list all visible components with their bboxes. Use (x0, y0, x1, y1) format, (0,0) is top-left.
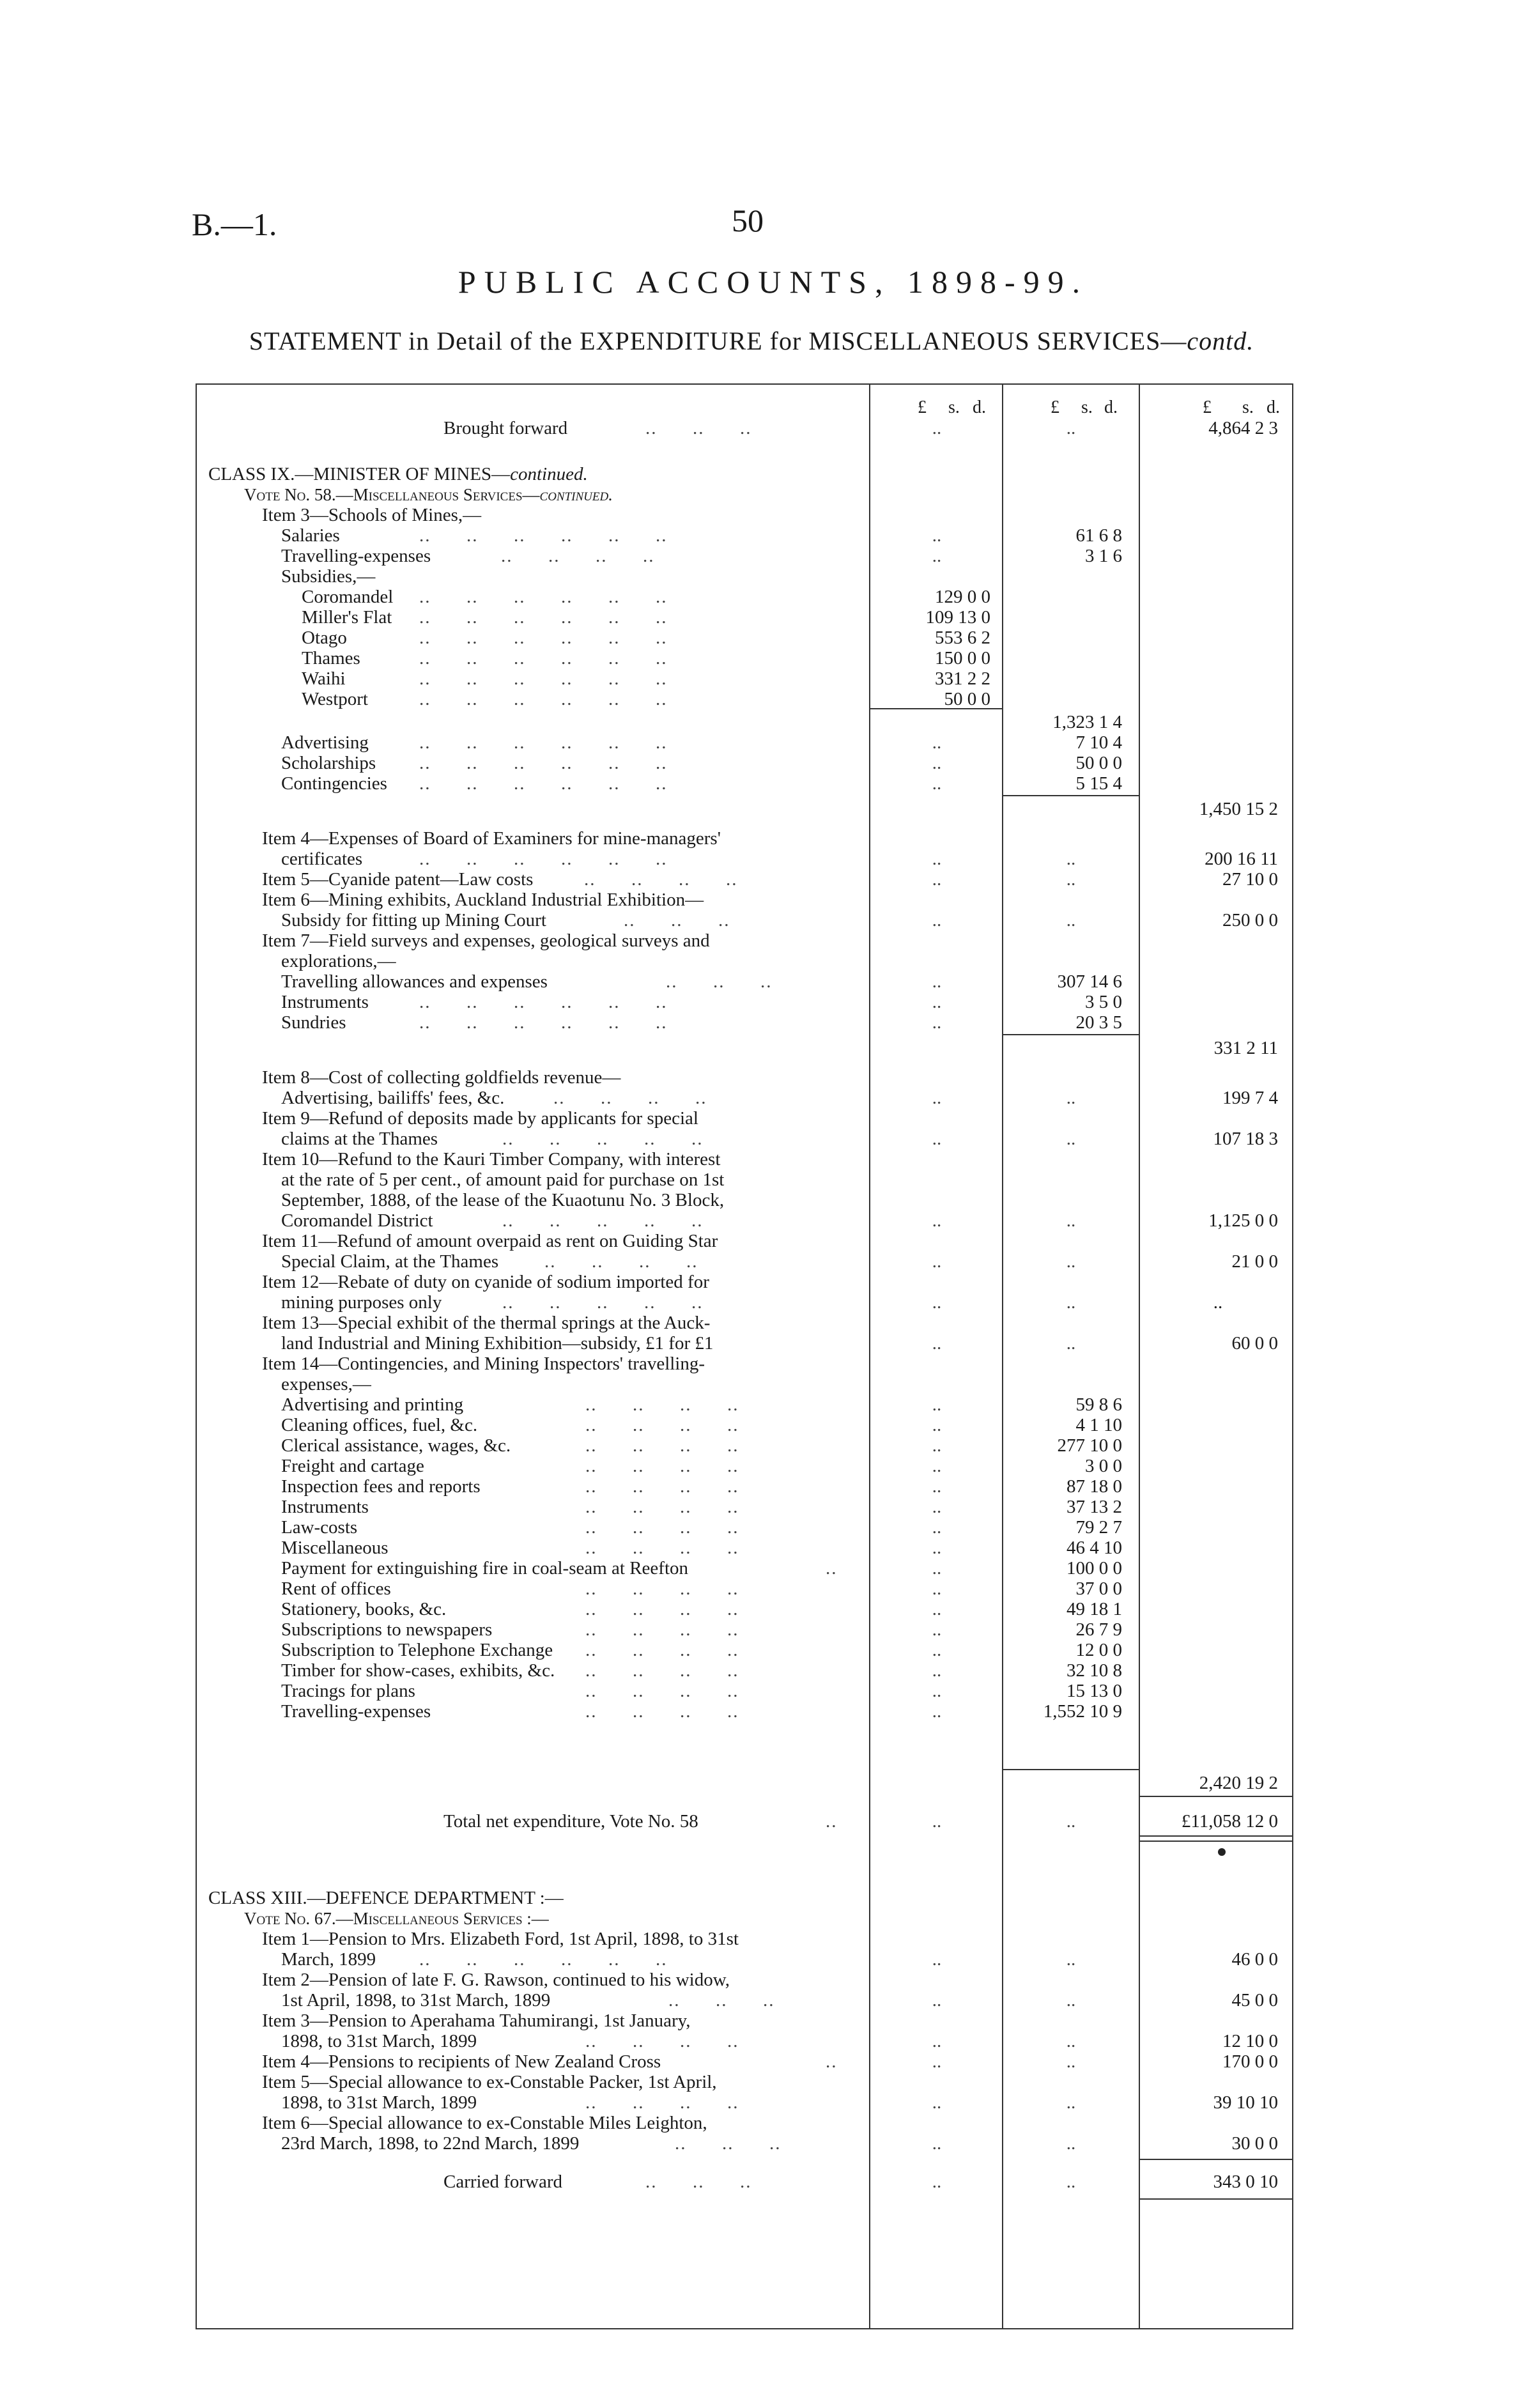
subtotal-rule (1002, 1769, 1139, 1770)
table-row: September, 1888, of the lease of the Kuaotunu No. 3 Block, (281, 1190, 725, 1210)
table-row: land Industrial and Mining Exhibition—subsidy, £1 for £1 .. .. 60 0 0 (281, 1333, 1278, 1354)
table-row: 1898, to 31st March, 1899 .. .. .. .. .. .. 12 10 0 (281, 2031, 1278, 2051)
subsidy-row: Waihi .. .. .. .. .. .. 331 2 2 (302, 668, 990, 689)
table-row: Item 10—Refund to the Kauri Timber Company, with interest (262, 1149, 721, 1169)
table-row: Item 5—Cyanide patent—Law costs .. .. .. .. .. .. 27 10 0 (262, 869, 1278, 890)
contingency-label: Tracings for plans (281, 1681, 415, 1701)
class-heading: CLASS IX.—MINISTER OF MINES—continued. (208, 464, 588, 484)
table-row: Item 2—Pension of late F. G. Rawson, continued to his widow, (262, 1970, 730, 1990)
contingency-amount: 12 0 0 (1075, 1640, 1122, 1660)
item7-total-row: 331 2 11 (1213, 1038, 1278, 1058)
contingency-amount: 15 13 0 (1067, 1681, 1122, 1701)
c3-pound: £ (1203, 397, 1212, 417)
contingency-row: Inspection fees and reports .. .. .. .. .. 87 18 0 (281, 1476, 1122, 1497)
contingency-label: Inspection fees and reports (281, 1476, 481, 1497)
subsidy-amount: 331 2 2 (935, 668, 990, 689)
c2-pound: £ (1051, 397, 1059, 417)
subtotal-rule (1002, 1034, 1139, 1035)
item-heading: Item 3—Schools of Mines,— (262, 505, 482, 525)
subsidy-amount: 150 0 0 (935, 648, 990, 668)
brought-forward-row: Brought forward .. .. .. .. .. 4,864 2 3 (443, 418, 1278, 438)
table-row: Item 1—Pension to Mrs. Elizabeth Ford, 1st April, 1898, to 31st (262, 1929, 739, 1949)
contingency-amount: 32 10 8 (1067, 1660, 1122, 1681)
contingency-row: Tracings for plans .. .. .. .. .. 15 13 0 (281, 1681, 1122, 1701)
contingency-label: Law-costs (281, 1517, 358, 1538)
contingency-amount: 49 18 1 (1067, 1599, 1122, 1619)
c1-pence: d. (973, 397, 986, 417)
contingency-label: Payment for extinguishing fire in coal-seam at Reefton (281, 1558, 689, 1578)
total-rule (1139, 2159, 1292, 2160)
contingency-row: Instruments .. .. .. .. .. 37 13 2 (281, 1497, 1122, 1517)
table-row: Advertising, bailiffs' fees, &c. .. .. .. .. .. .. 199 7 4 (281, 1088, 1278, 1108)
contingency-amount: 37 13 2 (1067, 1497, 1122, 1517)
item3-total-row: 1,450 15 2 (1199, 799, 1278, 819)
contingency-amount: 59 8 6 (1075, 1394, 1122, 1415)
table-row: Item 8—Cost of collecting goldfields revenue— (262, 1067, 621, 1088)
subsidy-amount: 553 6 2 (935, 628, 990, 648)
subsidy-amount: 109 13 0 (925, 607, 990, 628)
contingency-label: Miscellaneous (281, 1538, 389, 1558)
contingency-amount: 1,552 10 9 (1043, 1701, 1122, 1722)
vote-heading: Vote No. 58.—Miscellaneous Services—continued. (244, 485, 613, 504)
contingency-row: Miscellaneous .. .. .. .. .. 46 4 10 (281, 1538, 1122, 1558)
subtotal-rule (869, 708, 1002, 709)
column-headers (196, 397, 1293, 418)
vote-heading: Vote No. 67.—Miscellaneous Services :— (244, 1909, 549, 1928)
vote-total-row: Total net expenditure, Vote No. 58 .. .. .. £11,058 12 0 (443, 1811, 1278, 1832)
table-row: 1st April, 1898, to 31st March, 1899 .. .. .. .. .. 45 0 0 (281, 1990, 1278, 2011)
table-row: at the rate of 5 per cent., of amount paid for purchase on 1st (281, 1169, 725, 1190)
subsidy-amount: 50 0 0 (944, 689, 990, 709)
contingency-row: Advertising and printing .. .. .. .. .. 59 8 6 (281, 1394, 1122, 1415)
subtitle-main: STATEMENT in Detail of the EXPENDITURE for MISCELLANEOUS SERVICES— (249, 327, 1187, 355)
bullet-mark (1218, 1848, 1226, 1856)
double-rule (1139, 1835, 1292, 1842)
subtotal-rule (1002, 795, 1139, 796)
c3-shilling: s. (1242, 397, 1254, 417)
c2-pence: d. (1104, 397, 1118, 417)
contingency-label: Travelling-expenses (281, 1701, 431, 1722)
contingency-amount: 4 1 10 (1075, 1415, 1122, 1435)
table-row: Item 4—Pensions to recipients of New Zealand Cross .. .. .. 170 0 0 (262, 2051, 1278, 2072)
table-row: Item 6—Special allowance to ex-Constable Miles Leighton, (262, 2113, 707, 2133)
page-number: 50 (732, 203, 764, 238)
contingency-label: Stationery, books, &c. (281, 1599, 447, 1619)
table-row: mining purposes only .. .. .. .. .. .. .. .. (281, 1292, 1223, 1313)
subsidy-label: Thames (302, 648, 360, 668)
subsidy-row: Westport .. .. .. .. .. .. 50 0 0 (302, 689, 990, 709)
contingency-amount: 26 7 9 (1075, 1619, 1122, 1640)
table-row: Instruments .. .. .. .. .. .. .. 3 5 0 (281, 992, 1122, 1012)
table-row: expenses,— (281, 1374, 371, 1394)
c1-shilling: s. (948, 397, 960, 417)
contingency-amount: 37 0 0 (1075, 1578, 1122, 1599)
table-row: Travelling-expenses .. .. .. .. .. 3 1 6 (281, 546, 1122, 566)
table-row: Item 12—Rebate of duty on cyanide of sodium imported for (262, 1272, 709, 1292)
c1-pound: £ (918, 397, 927, 417)
total-rule (1139, 1796, 1292, 1797)
table-row: March, 1899 .. .. .. .. .. .. .. .. 46 0 0 (281, 1949, 1278, 1970)
table-row: Item 9—Refund of deposits made by applicants for special (262, 1108, 698, 1129)
table-row: 1898, to 31st March, 1899 .. .. .. .. .. .. 39 10 10 (281, 2092, 1278, 2113)
subsidy-label: Miller's Flat (302, 607, 392, 628)
statement-subtitle (189, 326, 1314, 356)
table-top-border (196, 383, 1293, 385)
table-row: Item 11—Refund of amount overpaid as rent on Guiding Star (262, 1231, 718, 1251)
table-row: 23rd March, 1898, to 22nd March, 1899 .. .. .. .. .. 30 0 0 (281, 2133, 1278, 2154)
contingency-label: Clerical assistance, wages, &c. (281, 1435, 511, 1456)
subsidy-row: Thames .. .. .. .. .. .. 150 0 0 (302, 648, 990, 668)
contingency-amount: 3 0 0 (1085, 1456, 1122, 1476)
subsidy-row: Otago .. .. .. .. .. .. 553 6 2 (302, 628, 990, 648)
table-row: Item 6—Mining exhibits, Auckland Industrial Exhibition— (262, 890, 704, 910)
table-row: Coromandel District .. .. .. .. .. .. .. 1,125 0 0 (281, 1210, 1278, 1231)
contingency-amount: 100 0 0 (1067, 1558, 1122, 1578)
sub-heading: Subsidies,— (281, 566, 376, 587)
table-row: Item 5—Special allowance to ex-Constable Packer, 1st April, (262, 2072, 717, 2092)
contingency-label: Advertising and printing (281, 1394, 464, 1415)
table-row: Item 13—Special exhibit of the thermal springs at the Auck- (262, 1313, 711, 1333)
subsidy-row: Miller's Flat .. .. .. .. .. .. 109 13 0 (302, 607, 990, 628)
contingency-row: Travelling-expenses .. .. .. .. .. 1,552 10 9 (281, 1701, 1122, 1722)
total-rule (1139, 2198, 1292, 2200)
contingency-row: Payment for extinguishing fire in coal-seam at Reefton .. .. 100 0 0 (281, 1558, 1122, 1578)
vote-total-amount: £11,058 12 0 (1181, 1811, 1278, 1832)
table-row: Item 4—Expenses of Board of Examiners for mine-managers' (262, 828, 721, 849)
contingency-amount: 46 4 10 (1067, 1538, 1122, 1558)
subsidy-label: Otago (302, 628, 347, 648)
c2-shilling: s. (1081, 397, 1093, 417)
table-row: Salaries .. .. .. .. .. .. .. 61 6 8 (281, 525, 1122, 546)
contingency-row: Freight and cartage .. .. .. .. .. 3 0 0 (281, 1456, 1122, 1476)
contingency-label: Subscription to Telephone Exchange (281, 1640, 553, 1660)
table-row: Subsidy for fitting up Mining Court .. .. .. .. .. 250 0 0 (281, 910, 1278, 930)
table-row: certificates .. .. .. .. .. .. .. .. 200 16 11 (281, 849, 1278, 869)
subtitle-contd: contd. (1187, 327, 1254, 355)
brought-forward-amount: 4,864 2 3 (1208, 418, 1278, 438)
contingency-row: Subscriptions to newspapers .. .. .. .. .. 26 7 9 (281, 1619, 1122, 1640)
accounts-table (196, 383, 1293, 2329)
class-heading: CLASS XIII.—DEFENCE DEPARTMENT :— (208, 1888, 564, 1908)
item14-total-row: 2,420 19 2 (1199, 1773, 1278, 1793)
contingency-row: Clerical assistance, wages, &c. .. .. .. .. .. 277 10 0 (281, 1435, 1122, 1456)
subsidy-amount: 129 0 0 (935, 587, 990, 607)
table-row: Special Claim, at the Thames .. .. .. .. .. .. 21 0 0 (281, 1251, 1278, 1272)
contingency-label: Cleaning offices, fuel, &c. (281, 1415, 478, 1435)
contingency-amount: 87 18 0 (1067, 1476, 1122, 1497)
table-row: Travelling allowances and expenses .. .. .. .. 307 14 6 (281, 971, 1122, 992)
table-row: Item 7—Field surveys and expenses, geological surveys and (262, 930, 710, 951)
contingency-label: Freight and cartage (281, 1456, 424, 1476)
contingency-amount: 277 10 0 (1057, 1435, 1122, 1456)
contingency-row: Law-costs .. .. .. .. .. 79 2 7 (281, 1517, 1122, 1538)
carried-forward-row: Carried forward .. .. .. .. .. 343 0 10 (443, 2172, 1278, 2192)
contingency-label: Subscriptions to newspapers (281, 1619, 493, 1640)
subsidy-label: Westport (302, 689, 368, 709)
contingency-amount: 79 2 7 (1075, 1517, 1122, 1538)
table-row: Contingencies .. .. .. .. .. .. .. 5 15 4 (281, 773, 1122, 794)
contingency-row: Subscription to Telephone Exchange .. .. .. .. .. 12 0 0 (281, 1640, 1122, 1660)
table-row: claims at the Thames .. .. .. .. .. .. .. 107 18 3 (281, 1129, 1278, 1149)
c3-pence: d. (1267, 397, 1280, 417)
subsidy-label: Coromandel (302, 587, 394, 607)
contingency-row: Timber for show-cases, exhibits, &c. .. .. .. .. .. 32 10 8 (281, 1660, 1122, 1681)
subsidies-total-row: 1,323 1 4 (1052, 712, 1122, 732)
table-row: Sundries .. .. .. .. .. .. .. 20 3 5 (281, 1012, 1122, 1033)
carried-forward-amount: 343 0 10 (1213, 2172, 1278, 2192)
contingency-row: Rent of offices .. .. .. .. .. 37 0 0 (281, 1578, 1122, 1599)
contingency-label: Rent of offices (281, 1578, 391, 1599)
contingency-label: Instruments (281, 1497, 369, 1517)
contingency-row: Stationery, books, &c. .. .. .. .. .. 49 18 1 (281, 1599, 1122, 1619)
table-row: Item 14—Contingencies, and Mining Inspectors' travelling- (262, 1354, 705, 1374)
table-row: Advertising .. .. .. .. .. .. .. 7 10 4 (281, 732, 1122, 753)
table-row: Scholarships .. .. .. .. .. .. .. 50 0 0 (281, 753, 1122, 773)
document-code: B.—1. (192, 206, 277, 242)
subsidy-row: Coromandel .. .. .. .. .. .. 129 0 0 (302, 587, 990, 607)
subsidy-label: Waihi (302, 668, 346, 689)
page-title: PUBLIC ACCOUNTS, 1898-99. (458, 264, 1089, 300)
table-row: Item 3—Pension to Aperahama Tahumirangi, 1st January, (262, 2011, 691, 2031)
table-bottom-border (196, 2328, 1293, 2329)
contingency-label: Timber for show-cases, exhibits, &c. (281, 1660, 555, 1681)
table-row: explorations,— (281, 951, 396, 971)
contingency-row: Cleaning offices, fuel, &c. .. .. .. .. .. 4 1 10 (281, 1415, 1122, 1435)
